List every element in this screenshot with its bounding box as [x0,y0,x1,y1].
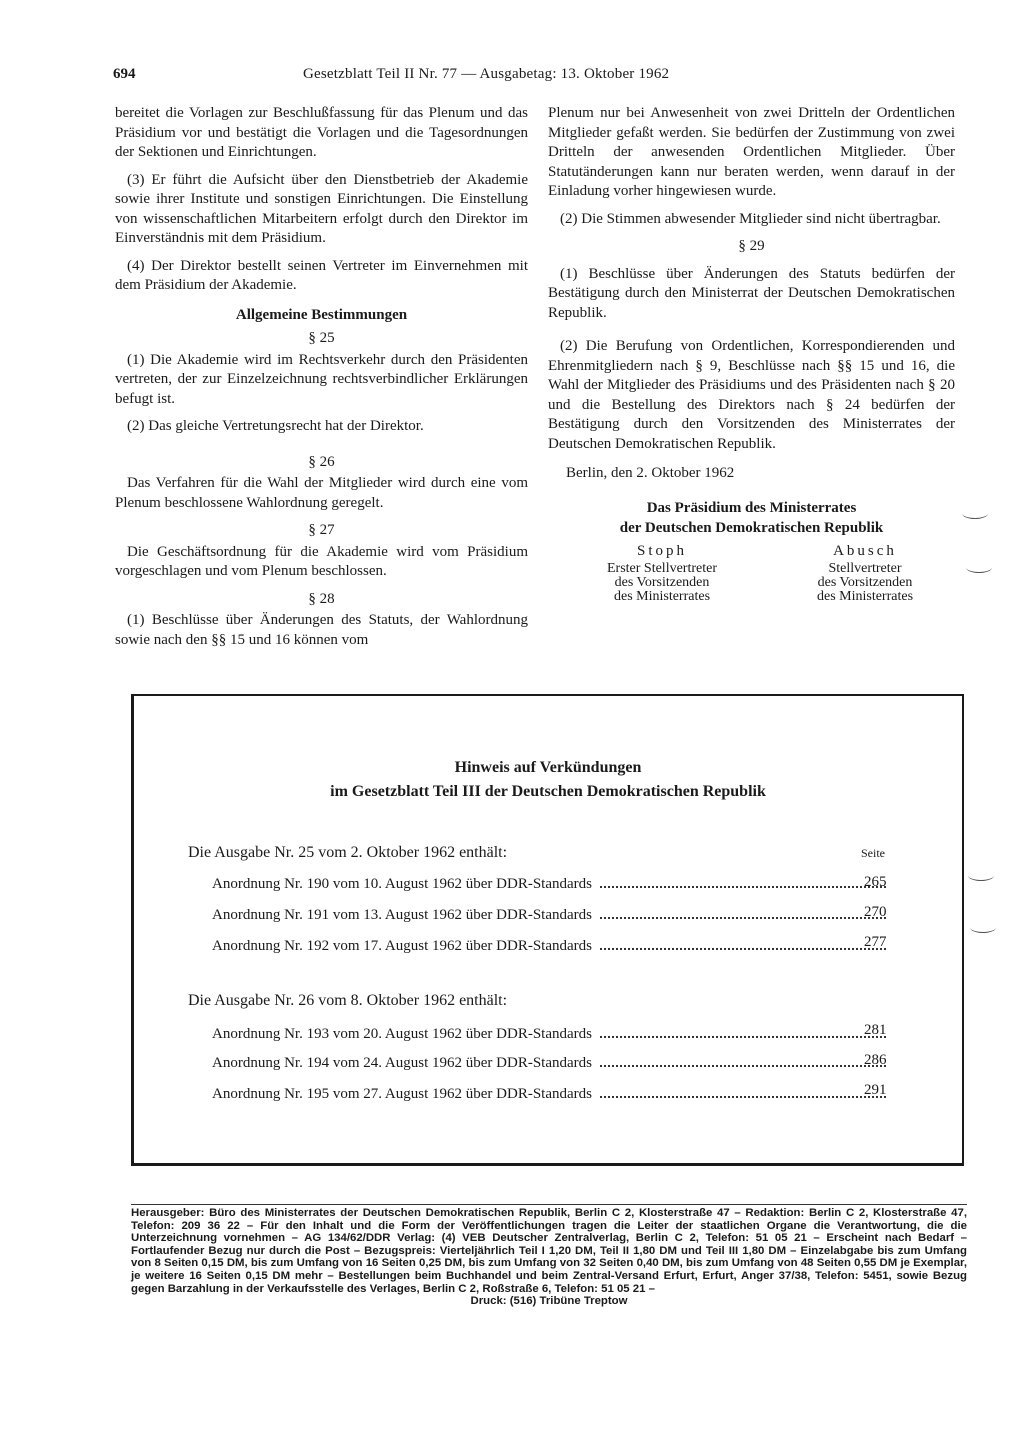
section-29-paragraph-1: (1) Beschlüsse über Änderungen des Statuts bedürfen der Bestätigung durch den Ministerrat der Deutschen Demokratischen Republik. [548,265,955,321]
list-item: Anordnung Nr. 191 vom 13. August 1962 über DDR-Standards [212,907,892,924]
signatory-body-line-1: Das Präsidium des Ministerrates [646,499,857,516]
signature-date: Berlin, den 2. Oktober 1962 [566,465,735,481]
signer-role: Stellvertreter [828,560,902,576]
page-number: 694 [113,66,136,82]
section-25-paragraph-2: (2) Das gleiche Vertretungsrecht hat der Direktor. [127,418,424,434]
signers [548,544,955,604]
section-28-continuation: Plenum nur bei Anwesenheit von zwei Dritteln der Ordentlichen Mitglieder gefaßt werden. Sie bedürfen der Zustimmung von zwei Dritteln der anwesenden Ordentlichen Mitglieder. Über Statutänderungen kann nur beraten werden, wenn darauf in der Einladung vorher hingewiesen wurde. [548,105,955,199]
notice-title [134,756,962,804]
signer-role: des Ministerrates [816,588,914,604]
list-item: Anordnung Nr. 195 vom 27. August 1962 über DDR-Standards [212,1086,892,1103]
entry-page: 277 [864,934,887,950]
list-item: Anordnung Nr. 192 vom 17. August 1962 über DDR-Standards [212,938,892,955]
signatory-body-line-2: der Deutschen Demokratischen Republik [619,519,884,536]
entry-page: 265 [864,874,887,890]
footer-rule [131,1204,967,1205]
signer-role: des Vorsitzenden [614,574,710,590]
right-column [548,104,955,604]
left-column [115,104,528,658]
notice-title-line-1: Hinweis auf Verkündungen [454,759,642,776]
paragraph-continuation: bereitet die Vorlagen zur Beschlußfassung für das Plenum und das Präsidium vor und bestätigt die Vorlagen und die Tagesordnungen der Sektionen und Einrichtungen. [115,105,528,160]
page-column-label: Seite [861,846,885,860]
signer-role: des Vorsitzenden [817,574,913,590]
paragraph-4: (4) Der Direktor bestellt seinen Vertreter im Einvernehmen mit dem Präsidium der Akademie. [115,257,528,293]
signatory-body [548,498,955,538]
issue-26-title: Die Ausgabe Nr. 26 vom 8. Oktober 1962 enthält: [188,992,508,1009]
entry-page: 291 [864,1082,887,1098]
list-item: Anordnung Nr. 190 vom 10. August 1962 über DDR-Standards [212,876,892,893]
section-29-paragraph-2: (2) Die Berufung von Ordentlichen, Korrespondierenden und Ehrenmitgliedern nach § 9, Beschlüsse nach §§ 15 und 16, die Wahl der Mitglieder des Präsidiums und des Präsidenten nach § 20 und die Bestellung des Direktors nach § 24 bedürfen der Bestätigung durch den Vorsitzenden des Ministerrates der Deutschen Demokratischen Republik. [548,338,955,452]
entry-page: 270 [864,904,887,920]
section-25-label: § 25 [308,330,335,346]
imprint-text: Herausgeber: Büro des Ministerrates der Deutschen Demokratischen Republik, Berlin C 2, Klosterstraße 47 – Redaktion: Berlin C 2, Klosterstraße 47, Telefon: 209 36 22 – Für den Inhalt und die Form der Veröffentlichungen tragen die Leiter der staatlichen Organe die Verantwortung, die die Unterzeichnung vornehmen – AG 134/62/DDR Verlag: (4) VEB Deutscher Zentralverlag, Berlin C 2, Telefon: 51 05 21 – Erscheint nach Bedarf – Fortlaufender Bezug nur durch die Post – Bezugspreis: Vierteljährlich Teil I 1,20 DM, Teil II 1,80 DM und Teil III 1,80 DM – Einzelabgabe bis zum Umfang von 8 Seiten 0,15 DM, bis zum Umfang von 16 Seiten 0,25 DM, bis zum Umfang von 32 Seiten 0,40 DM, bis zum Umfang von 48 Seiten 0,55 DM je Exemplar, je weitere 16 Seiten 0,15 DM mehr – Bestellungen beim Buchhandel und beim Zentral-Versand Erfurt, Erfurt, Anger 37/38, Telefon: 5451, sowie Bezug gegen Barzahlung in der Verkaufsstelle des Verlages, Berlin C 2, Roßstraße 6, Telefon: 51 05 21 – [131,1207,967,1295]
section-25-paragraph-1: (1) Die Akademie wird im Rechtsverkehr durch den Präsidenten vertreten, der zur Einzelzeichnung rechtsverbindlicher Erklärungen befugt ist. [115,351,528,407]
list-item: Anordnung Nr. 194 vom 24. August 1962 über DDR-Standards [212,1055,892,1072]
signer-name: Stoph [636,542,687,559]
header-title: Gesetzblatt Teil II Nr. 77 — Ausgabetag: 13. Oktober 1962 [303,66,670,82]
section-27-paragraph: Die Geschäftsordnung für die Akademie wird vom Präsidium vorgeschlagen und vom Plenum beschlossen. [115,543,528,579]
section-26-label: § 26 [308,453,335,470]
issue-25-title: Die Ausgabe Nr. 25 vom 2. Oktober 1962 enthält: [188,844,508,861]
signer-role: des Ministerrates [613,588,711,604]
section-heading: Allgemeine Bestimmungen [235,306,408,323]
scan-mark [970,922,996,933]
section-29-label: § 29 [738,238,765,254]
imprint-footer [131,1204,967,1308]
signer-abusch [785,544,945,604]
signer-role: Erster Stellvertreter [606,560,717,576]
page-header [113,66,883,88]
scan-mark [966,562,992,573]
printer-line: Druck: (516) Tribüne Treptow [470,1295,628,1308]
section-28-paragraph: (1) Beschlüsse über Änderungen des Statuts, der Wahlordnung sowie nach den §§ 15 und 16 können vom [115,612,528,648]
scan-mark [962,508,988,519]
paragraph-3: (3) Er führt die Aufsicht über den Dienstbetrieb der Akademie sowie ihrer Institute und sonstigen Einrichtungen. Die Einstellung von wissenschaftlichen Mitarbeitern erfolgt durch den Direktor im Einverständnis mit dem Präsidium. [115,171,528,246]
scan-mark [968,870,994,881]
entry-page: 286 [864,1052,887,1068]
entry-page: 281 [864,1022,887,1038]
notice-box [131,694,964,1166]
section-26-paragraph: Das Verfahren für die Wahl der Mitglieder wird durch eine vom Plenum beschlossene Wahlordnung geregelt. [115,475,528,511]
section-27-label: § 27 [308,522,335,538]
list-item: Anordnung Nr. 193 vom 20. August 1962 über DDR-Standards [212,1026,892,1043]
signer-name: Abusch [833,542,897,559]
section-28-paragraph-2: (2) Die Stimmen abwesender Mitglieder sind nicht übertragbar. [560,210,941,227]
notice-title-line-2: im Gesetzblatt Teil III der Deutschen Demokratischen Republik [330,783,766,800]
signer-stoph [582,544,742,604]
section-28-label: § 28 [308,590,335,607]
